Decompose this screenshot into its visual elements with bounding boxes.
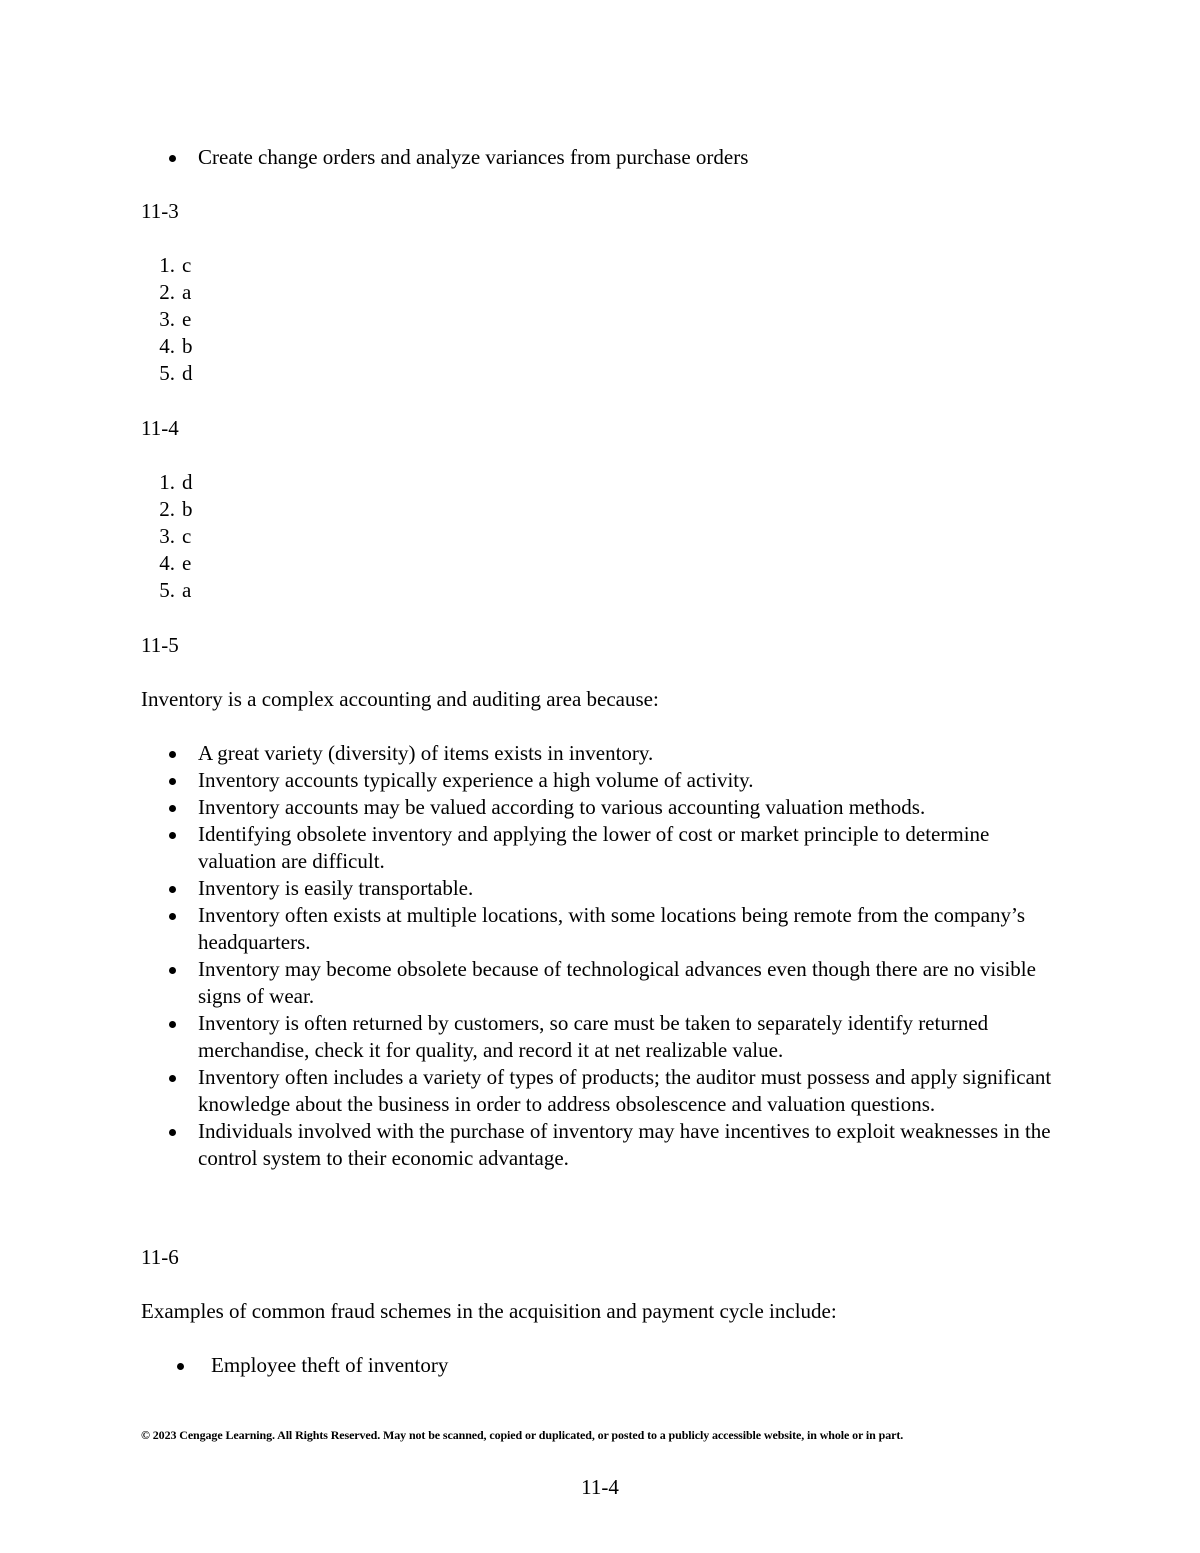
list-item: Inventory is easily transportable. bbox=[141, 875, 1061, 902]
bullet-icon bbox=[169, 1021, 176, 1028]
list-item: Identifying obsolete inventory and applying the lower of cost or market principle to determine valuation are difficult. bbox=[141, 821, 1061, 875]
section-heading-11-6: 11-6 bbox=[141, 1245, 179, 1269]
section-intro-11-5: Inventory is a complex accounting and auditing area because: bbox=[141, 687, 659, 711]
page-number: 11-4 bbox=[581, 1475, 619, 1499]
bullet-icon bbox=[169, 1129, 176, 1136]
section-heading-11-3: 11-3 bbox=[141, 199, 179, 223]
bullet-icon bbox=[169, 967, 176, 974]
list-item: Inventory often exists at multiple locations, with some locations being remote from the company’s headquarters. bbox=[141, 902, 1061, 956]
list-item: 4. b bbox=[159, 334, 193, 358]
answer-list-11-3 bbox=[141, 252, 193, 387]
bullet-icon bbox=[169, 805, 176, 812]
top-bullet-list bbox=[141, 144, 1061, 171]
list-item: Individuals involved with the purchase of inventory may have incentives to exploit weaknesses in the control system to their economic advantage. bbox=[141, 1118, 1061, 1172]
list-item: Create change orders and analyze variances from purchase orders bbox=[141, 144, 1061, 171]
list-item: 3. e bbox=[159, 307, 192, 331]
bullet-list-11-5 bbox=[141, 740, 1061, 1172]
section-heading-11-4: 11-4 bbox=[141, 416, 179, 440]
list-item: 1. c bbox=[159, 253, 192, 277]
list-item: Inventory may become obsolete because of technological advances even though there are no visible signs of wear. bbox=[141, 956, 1061, 1010]
bullet-icon bbox=[177, 1363, 184, 1370]
list-item: 5. d bbox=[159, 361, 193, 385]
list-item: Inventory accounts may be valued according to various accounting valuation methods. bbox=[141, 794, 1061, 821]
bullet-icon bbox=[169, 778, 176, 785]
list-item: 2. b bbox=[159, 497, 193, 521]
bullet-icon bbox=[169, 913, 176, 920]
list-item: Employee theft of inventory bbox=[141, 1352, 1061, 1379]
list-item: Inventory accounts typically experience a high volume of activity. bbox=[141, 767, 1061, 794]
answer-list-11-4 bbox=[141, 469, 193, 604]
copyright-notice: © 2023 Cengage Learning. All Rights Reserved. May not be scanned, copied or duplicated, or posted to a publicly accessible website, in whole or in part. bbox=[141, 1428, 904, 1442]
section-heading-11-5: 11-5 bbox=[141, 633, 179, 657]
list-item: A great variety (diversity) of items exists in inventory. bbox=[141, 740, 1061, 767]
list-item: 4. e bbox=[159, 551, 192, 575]
list-item: 3. c bbox=[159, 524, 192, 548]
bullet-icon bbox=[169, 751, 176, 758]
list-item: 1. d bbox=[159, 470, 193, 494]
bullet-icon bbox=[169, 832, 176, 839]
list-item: 5. a bbox=[159, 578, 192, 602]
bullet-icon bbox=[169, 886, 176, 893]
section-intro-11-6: Examples of common fraud schemes in the acquisition and payment cycle include: bbox=[141, 1299, 837, 1323]
list-item: Inventory often includes a variety of types of products; the auditor must possess and apply significant knowledge about the business in order to address obsolescence and valuation questions. bbox=[141, 1064, 1061, 1118]
list-item: 2. a bbox=[159, 280, 192, 304]
bullet-icon bbox=[169, 155, 176, 162]
bullet-icon bbox=[169, 1075, 176, 1082]
bullet-list-11-6 bbox=[141, 1352, 1061, 1379]
list-item: Inventory is often returned by customers, so care must be taken to separately identify returned merchandise, check it for quality, and record it at net realizable value. bbox=[141, 1010, 1061, 1064]
